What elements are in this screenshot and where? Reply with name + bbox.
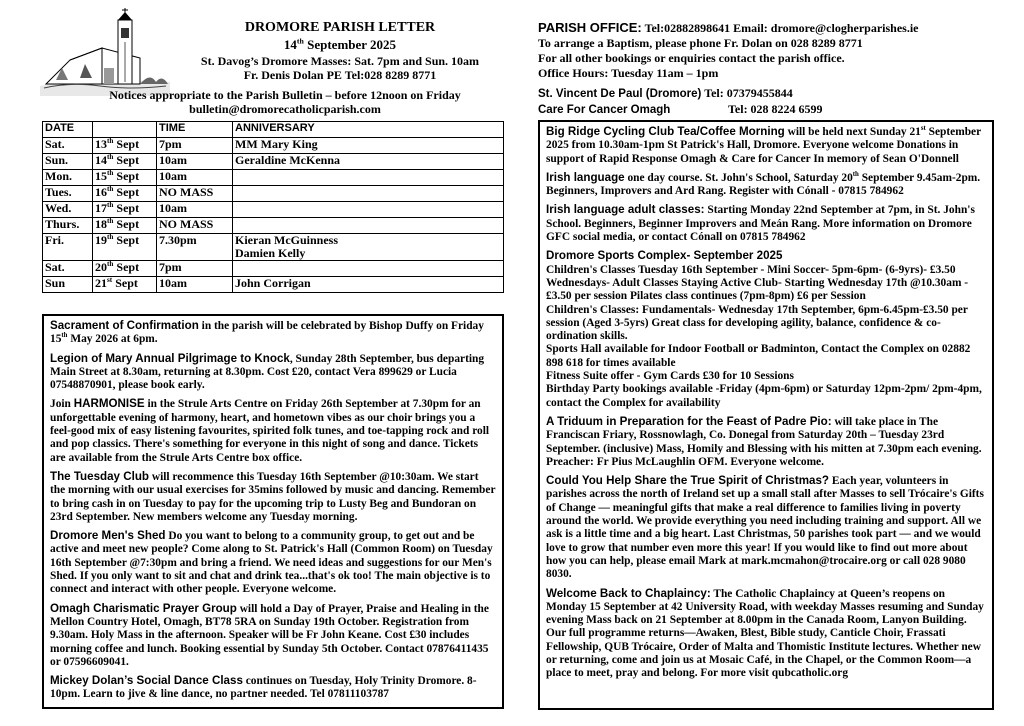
cell-time: 10am: [157, 202, 233, 218]
table-row: [43, 170, 504, 186]
cell-day: Sat.: [43, 138, 93, 154]
cell-day: Fri.: [43, 234, 93, 261]
table-row: [43, 218, 504, 234]
notice-cycling-club: Big Ridge Cycling Club Tea/Coffee Morning will be held next Sunday 21st September 2025 from 10.30am-1pm St Patrick's Hall, Dromore. Everyone welcome Donations in support of Rapid Response Omagh & Care for Cancer In memory of Sean O'Donnell: [546, 125, 981, 165]
cell-anniversary: MM Mary King: [233, 138, 504, 154]
header-blank: [93, 122, 157, 138]
header-anniversary: ANNIVERSARY: [233, 122, 504, 138]
notice-charismatic-prayer: Omagh Charismatic Prayer Group will hold a Day of Prayer, Praise and Healing in the Mellon Country Hotel, Omagh, BT78 5RA on Sunday 19th October. Registration from 9.30am. Holy Mass in the afternoon. Speaker will be Fr John Keane. Cost £30 includes morning coffee and lunch. Booking essential by Sunday 5th October. Contact 07876411435 or 07596609041.: [50, 601, 489, 668]
cell-date: 19th Sept: [93, 234, 157, 261]
table-row: [43, 154, 504, 170]
notice-irish-course: Irish language one day course. St. John's School, Saturday 20th September 9.45am-2pm. Beginners, Improvers and Ard Rang. Register with Cónall - 07815 784962: [546, 170, 981, 198]
parish-office: [538, 20, 998, 81]
church-illustration: [40, 8, 170, 96]
notice-irish-adult: Irish language adult classes: Starting Monday 22nd September at 7pm, in St. John's School. Beginners, Beginner Improvers and Meán Rang. More information on Dromore GFC social media, or contact Cónall on 07815 784962: [546, 203, 975, 244]
bulletin-email: bulletin@dromorecatholicparish.com: [189, 102, 381, 116]
notice-deadline: Notices appropriate to the Parish Bulletin – before 12noon on Friday: [109, 88, 461, 102]
cell-anniversary: Kieran McGuinness Damien Kelly: [233, 234, 504, 261]
mass-schedule-table: [42, 121, 504, 293]
cell-day: Sat.: [43, 261, 93, 277]
cell-date: 15th Sept: [93, 170, 157, 186]
right-notices-box: [538, 120, 994, 710]
notice-sports-complex: Dromore Sports Complex- September 2025 Children's Classes Tuesday 16th September - Mini Soccer- 5pm-6pm- (6-9yrs)- £3.50 Wednesdays- Adult Classes Staying Active Club- Starting Wednesday 17th @10.30am - £3.50 per session Pilates class continues (7pm-8pm) £6 per Session Children's Classes: Fundamentals- Wednesday 17th September, 6pm-6.45pm-£3.50 per session (Aged 3-5yrs) Great class for developing agility, balance, confidence & co-ordination skills. Sports Hall available for Indoor Football or Badminton, Contact the Complex on 02882 898 618 for times available Fitness Suite offer - Gym Cards £30 for 10 Sessions Birthday Party bookings available -Friday (4pm-6pm) or Saturday 12pm-2pm/ 2pm-4pm, contact the Complex for availability: [546, 249, 982, 409]
bulletin-title: DROMORE PARISH LETTER: [244, 20, 436, 35]
cell-anniversary: [233, 261, 504, 277]
cell-time: 10am: [157, 277, 233, 293]
svp-contact: St. Vincent De Paul (Dromore) Tel: 07379455844: [538, 86, 793, 100]
cell-date: 14th Sept: [93, 154, 157, 170]
priest-contact: Fr. Denis Dolan PE Tel:028 8289 8771: [243, 68, 437, 82]
cell-anniversary: [233, 186, 504, 202]
cell-date: 20th Sept: [93, 261, 157, 277]
table-row: [43, 277, 504, 293]
cell-date: 18th Sept: [93, 218, 157, 234]
cell-date: 17th Sept: [93, 202, 157, 218]
notice-dance-class: Mickey Dolan’s Social Dance Class continues on Tuesday, Holy Trinity Dromore. 8-10pm. Learn to jive & line dance, no partner needed. Tel 07811103787: [50, 674, 477, 701]
table-row: [43, 186, 504, 202]
cell-anniversary: [233, 202, 504, 218]
baptism-line: To arrange a Baptism, please phone Fr. Dolan on 028 8289 8771: [538, 36, 863, 50]
cell-day: Sun: [43, 277, 93, 293]
cell-day: Sun.: [43, 154, 93, 170]
notice-padre-pio: A Triduum in Preparation for the Feast of Padre Pio: will take place in The Franciscan Friary, Rossnowlagh, Co. Donegal from Saturday 20th – Tuesday 23rd September. (inclusive) Mass, Homily and Blessing with his mitten at 7.30pm each evening. Preacher: Fr Pius McLaughlin OFM. Everyone welcome.: [546, 414, 982, 468]
notice-harmonise: Join HARMONISE in the Strule Arts Centre on Friday 26th September at 7.30pm for an unforgettable evening of harmony, heart, and hometown vibes as our choir brings you a feel-good mix of easy listening favourites, spirited folk tunes, and toe-tapping rock and roll and pop classics. There's something for everyone in this night of song and dance. Tickets are available from the Strule Arts Centre box office.: [50, 397, 490, 464]
cell-time: NO MASS: [157, 218, 233, 234]
cell-day: Tues.: [43, 186, 93, 202]
cell-anniversary: [233, 170, 504, 186]
cell-day: Thurs.: [43, 218, 93, 234]
table-row: [43, 138, 504, 154]
cell-time: 10am: [157, 154, 233, 170]
cell-time: 10am: [157, 170, 233, 186]
notice-legion-of-mary: Legion of Mary Annual Pilgrimage to Knock, Sunday 28th September, bus departing Main Street at 8.30am, returning at 8.30pm. Cost £20, contact Vera 899629 or Lucia 07548870901, please book early.: [50, 351, 485, 392]
cell-day: Wed.: [43, 202, 93, 218]
cell-time: 7.30pm: [157, 234, 233, 261]
notice-chaplaincy: Welcome Back to Chaplaincy: The Catholic Chaplaincy at Queen’s reopens on Monday 15 September at 42 University Road, with weekday Masses resuming and Sunday evening Mass back on 21 September at 8.00pm in the Canada Room, Lanyon Building. Our full programme returns—Awaken, Blest, Bible study, Canticle Choir, Frassati Fellowship, QUB Trócaire, Order of Malta and Thomistic Institute lectures. Whether new or returning, come and join us at Mosaic Café, in the Chapel, or the Common Room—a place to meet, pray and belong. For more visit qubcatholic.org: [546, 586, 984, 680]
notice-mens-shed: Dromore Men's Shed Do you want to belong to a community group, to get out and be active and meet new people? Come along to St. Patrick's Hall (Common Room) on Tuesday 16th September @7:30pm and bring a friend. We need ideas and suggestions for our Men's Shed. If you only want to sit and chat and drink tea...that's ok too! The main objective is to connect and interact with other people. Everyone welcome.: [50, 529, 493, 596]
bulletin-notice: [70, 88, 500, 116]
notice-tuesday-club: The Tuesday Club will recommence this Tuesday 16th September @10:30am. We start the morning with our usual exercises for 35mins followed by music and dancing. Remember to bring cash in on Tuesday to pay for the upcoming trip to Lusty Beg and Bundoran on 23rd September. New members welcome any Tuesday morning.: [50, 469, 496, 523]
table-header-row: [43, 122, 504, 138]
header-date: DATE: [43, 122, 93, 138]
mass-times: St. Davog’s Dromore Masses: Sat. 7pm and Sun. 10am: [200, 54, 480, 68]
notice-christmas: Could You Help Share the True Spirit of Christmas? Each year, volunteers in parishes across the north of Ireland set up a small stall after Masses to sell Trócaire's Gifts of Change — meaningful gifts that make a real difference to families living in poverty around the world. We provide everything you need including training and support. All we ask is a little time and a big heart. Last Christmas, 50 parishes took part — and we would love to grow that number even more this year! If you would like to find out more about how you can help, please email Mark at mark.mcmahon@trocaire.org or call 028 9080 8030.: [546, 474, 984, 581]
cell-date: 16th Sept: [93, 186, 157, 202]
cell-anniversary: [233, 218, 504, 234]
cell-time: NO MASS: [157, 186, 233, 202]
left-notices-box: [42, 314, 504, 709]
charity-contacts: [538, 86, 998, 118]
cell-date: 13th Sept: [93, 138, 157, 154]
cell-date: 21st Sept: [93, 277, 157, 293]
table-row: [43, 261, 504, 277]
cell-day: Mon.: [43, 170, 93, 186]
parish-office-header: PARISH OFFICE: Tel:02882898641 Email: dromore@clogherparishes.ie: [538, 20, 919, 35]
cell-time: 7pm: [157, 261, 233, 277]
table-row: [43, 202, 504, 218]
table-row: [43, 234, 504, 261]
cancer-contact: Care For Cancer Omagh Tel: 028 8224 6599: [538, 102, 823, 116]
office-hours: Office Hours: Tuesday 11am – 1pm: [538, 66, 719, 80]
cell-time: 7pm: [157, 138, 233, 154]
header-time: TIME: [157, 122, 233, 138]
notice-confirmation: Sacrament of Confirmation in the parish will be celebrated by Bishop Duffy on Friday 15th May 2026 at 6pm.: [50, 319, 484, 346]
cell-anniversary: John Corrigan: [233, 277, 504, 293]
bookings-line: For all other bookings or enquiries contact the parish office.: [538, 51, 845, 65]
cell-anniversary: Geraldine McKenna: [233, 154, 504, 170]
bulletin-date: 14th September 2025: [283, 36, 397, 52]
